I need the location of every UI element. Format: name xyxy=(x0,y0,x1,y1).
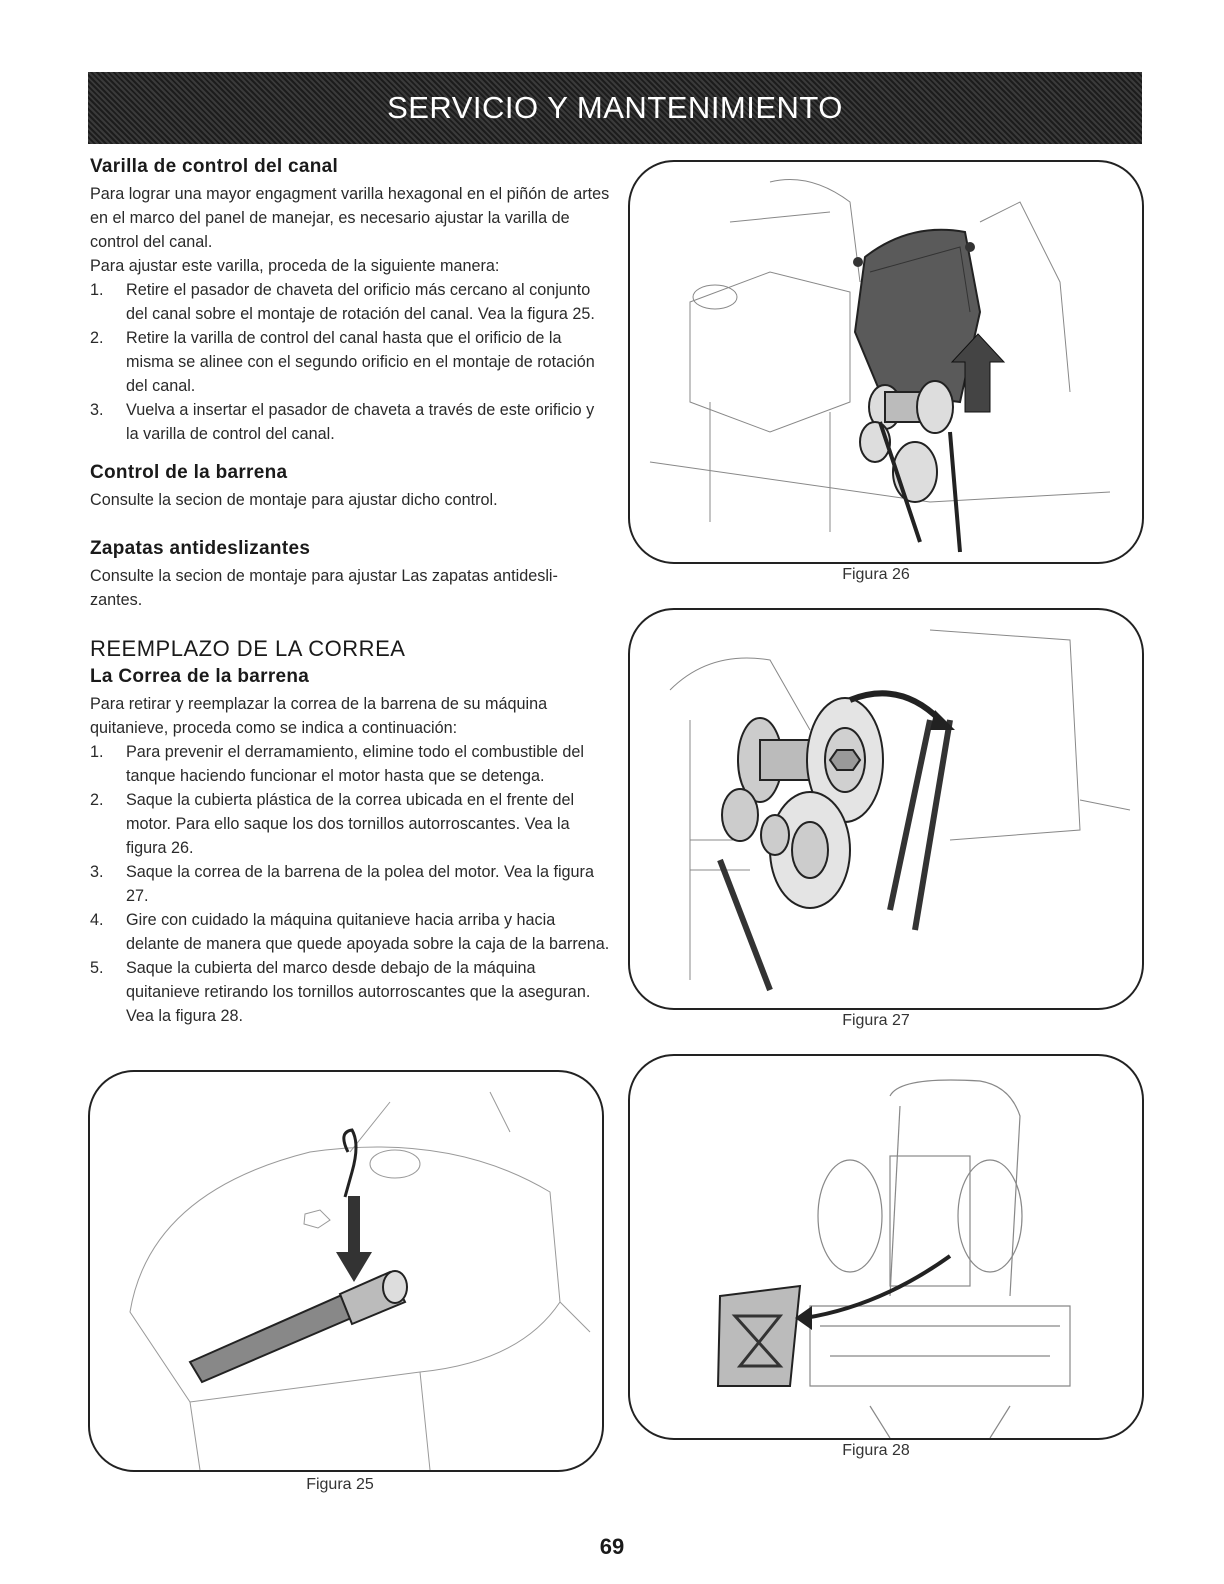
list-item: 5. Saque la cubierta del marco desde debajo de la máquina quitanieve retirando los tornillos autorroscantes que la aseguran. Vea la figura 28. xyxy=(90,959,591,1025)
barrena-control-text: Consulte la secion de montaje para ajustar dicho control. xyxy=(90,491,498,509)
correa-steps xyxy=(90,740,610,1028)
list-item: 3. Saque la correa de la barrena de la polea del motor. Vea la figura 27. xyxy=(90,863,594,905)
frame-cover-illustration xyxy=(630,1056,1142,1438)
correa-intro: Para retirar y reemplazar la correa de la barrena de su máquina quitanieve, proceda como se indica a continuación: xyxy=(90,695,548,737)
heading-reemplazo: REEMPLAZO DE LA CORREA xyxy=(90,636,406,661)
page-title: SERVICIO Y MANTENIMIENTO xyxy=(387,90,843,125)
figure-28 xyxy=(628,1054,1144,1440)
heading-varilla: Varilla de control del canal xyxy=(90,156,339,177)
section-reemplazo xyxy=(90,636,610,1028)
caption-figure-25: Figura 25 xyxy=(306,1476,374,1493)
heading-barrena-control: Control de la barrena xyxy=(90,462,288,483)
varilla-steps xyxy=(90,278,610,446)
figure-25 xyxy=(88,1070,604,1472)
section-barrena-control xyxy=(90,462,610,512)
section-varilla xyxy=(90,156,610,446)
list-item: 2. Saque la cubierta plástica de la correa ubicada en el frente del motor. Para ello saque los dos tornillos autorroscantes. Vea la figura 26. xyxy=(90,791,575,857)
heading-zapatas: Zapatas antideslizantes xyxy=(90,538,311,559)
figure-26 xyxy=(628,160,1144,564)
list-item: 1. Para prevenir el derramamiento, elimine todo el combustible del tanque haciendo funcionar el motor hasta que se detenga. xyxy=(90,743,584,785)
belt-cover-illustration xyxy=(630,162,1142,562)
section-banner xyxy=(88,72,1142,144)
section-zapatas xyxy=(90,538,580,612)
list-item: 1. Retire el pasador de chaveta del orificio más cercano al conjunto del canal sobre el montaje de rotación del canal. Vea la figura 25. xyxy=(90,281,595,323)
list-item: 2. Retire la varilla de control del canal hasta que el orificio de la misma se alinee con el segundo orificio en el montaje de rotación del canal. xyxy=(90,329,595,395)
chute-control-rod-illustration xyxy=(90,1072,602,1470)
varilla-lead: Para ajustar este varilla, proceda de la siguiente manera: xyxy=(90,257,500,275)
pulley-belt-illustration xyxy=(630,610,1142,1008)
zapatas-text: Consulte la secion de montaje para ajustar Las zapatas antidesli-zantes. xyxy=(90,567,558,609)
page-number: 69 xyxy=(599,1534,625,1559)
list-item: 3. Vuelva a insertar el pasador de chaveta a través de este orificio y la varilla de control del canal. xyxy=(90,401,595,443)
caption-figure-27: Figura 27 xyxy=(842,1012,910,1029)
varilla-intro: Para lograr una mayor engagment varilla hexagonal en el piñón de artes en el marco del panel de manejar, es necesario ajustar la varilla de control del canal. xyxy=(90,185,610,251)
caption-figure-28: Figura 28 xyxy=(842,1442,910,1459)
caption-figure-26: Figura 26 xyxy=(842,566,910,583)
heading-correa: La Correa de la barrena xyxy=(90,666,310,687)
list-item: 4. Gire con cuidado la máquina quitanieve hacia arriba y hacia delante de manera que quede apoyada sobre la caja de la barrena. xyxy=(90,911,610,953)
figure-27 xyxy=(628,608,1144,1010)
